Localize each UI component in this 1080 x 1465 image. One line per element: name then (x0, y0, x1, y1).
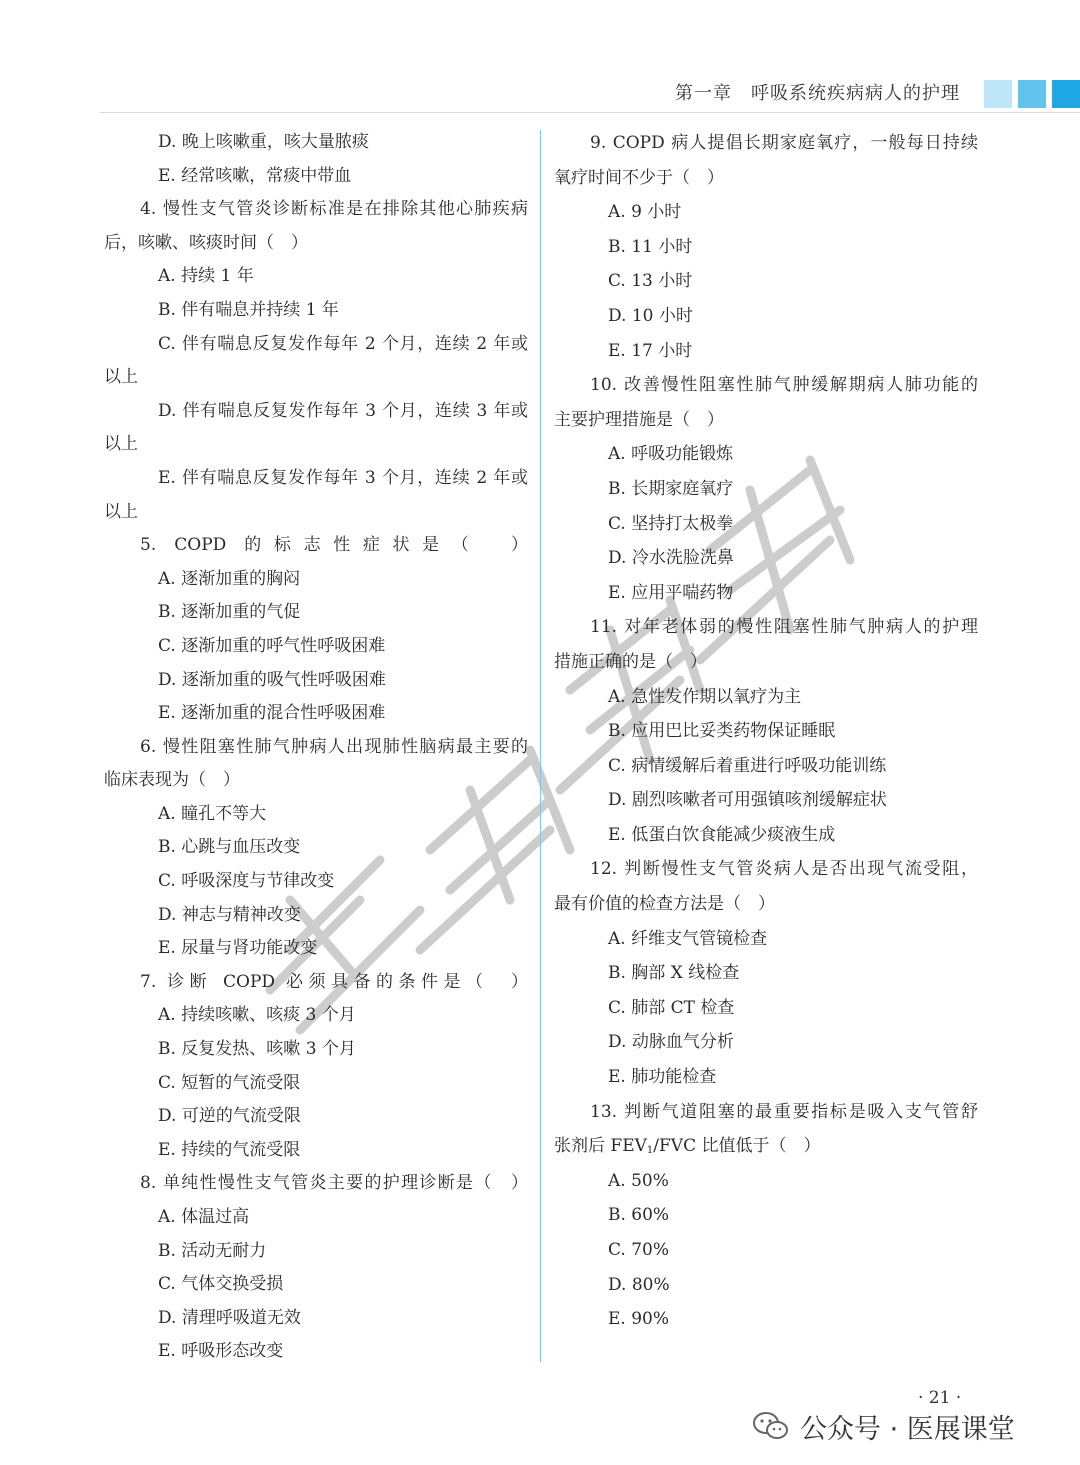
answer-option: E. 呼吸形态改变 (158, 1341, 284, 1362)
answer-option: E. 逐渐加重的混合性呼吸困难 (158, 703, 386, 724)
answer-option: D. 冷水洗脸洗鼻 (608, 548, 734, 569)
question-stem: 5. COPD 的标志性症状是（ ） (140, 535, 528, 556)
answer-option: D. 伴有喘息反复发作每年 3 个月，连续 3 年或 (158, 400, 528, 421)
answer-option: C. 伴有喘息反复发作每年 2 个月，连续 2 年或 (158, 333, 528, 354)
question-continuation: 以上 (104, 367, 138, 388)
answer-option: A. 体温过高 (158, 1207, 250, 1227)
answer-option: A. 50% (608, 1170, 669, 1191)
answer-option: A. 急性发作期以氧疗为主 (608, 686, 802, 707)
answer-option: C. 短暂的气流受限 (158, 1072, 301, 1093)
question-continuation: 以上 (104, 434, 138, 455)
footer-text: 公众号 · 医展课堂 (800, 1413, 1015, 1445)
wechat-icon (752, 1411, 790, 1441)
answer-option: B. 逐渐加重的气促 (158, 602, 301, 623)
question-continuation: 氧疗时间不少于（ ） (554, 167, 724, 188)
question-continuation: 张剂后 $FEV_1$/FVC 比值低于（ ） (554, 1136, 821, 1157)
answer-option: D. 逐渐加重的吸气性呼吸困难 (158, 669, 386, 690)
answer-option: E. 持续的气流受限 (158, 1139, 301, 1160)
answer-option: E. 低蛋白饮食能减少痰液生成 (608, 824, 836, 845)
page-header (0, 80, 1080, 110)
question-stem: 7. 诊断 COPD 必须具备的条件是（ ） (140, 971, 528, 992)
answer-option: B. 心跳与血压改变 (158, 837, 301, 858)
column-divider (540, 130, 541, 1362)
answer-option: E. 90% (608, 1309, 670, 1330)
left-column (104, 126, 528, 1369)
answer-option: D. 剧烈咳嗽者可用强镇咳剂缓解症状 (608, 790, 887, 811)
question-stem: 10. 改善慢性阻塞性肺气肿缓解期病人肺功能的 (590, 375, 978, 396)
answer-option: E. 伴有喘息反复发作每年 3 个月，连续 2 年或 (158, 467, 528, 488)
answer-option: B. 活动无耐力 (158, 1240, 267, 1261)
answer-option: D. 80% (608, 1274, 670, 1295)
question-continuation: 以上 (104, 501, 138, 522)
answer-option: C. 70% (608, 1240, 669, 1260)
answer-option: D. 可逆的气流受限 (158, 1106, 301, 1127)
answer-option: B. 伴有喘息并持续 1 年 (158, 299, 339, 320)
answer-option: A. 呼吸功能锻炼 (608, 444, 734, 465)
answer-option: E. 尿量与肾功能改变 (158, 938, 318, 959)
question-continuation: 临床表现为（ ） (104, 770, 240, 791)
question-stem: 13. 判断气道阻塞的最重要指标是吸入支气管舒 (590, 1101, 978, 1122)
answer-option: D. 神志与精神改变 (158, 904, 301, 925)
answer-option: B. 反复发热、咳嗽 3 个月 (158, 1039, 356, 1060)
chapter-title: 第一章 呼吸系统疾病病人的护理 (675, 83, 960, 104)
right-column (554, 126, 978, 1337)
question-stem: 9. COPD 病人提倡长期家庭氧疗，一般每日持续 (590, 133, 978, 153)
footer-watermark (752, 1406, 1015, 1446)
answer-option: D. 动脉血气分析 (608, 1032, 734, 1053)
question-stem: 4. 慢性支气管炎诊断标准是在排除其他心肺疾病 (140, 199, 528, 220)
question-continuation: 最有价值的检查方法是（ ） (554, 894, 775, 915)
answer-option: E. 应用平喘药物 (608, 582, 734, 603)
answer-option: D. 10 小时 (608, 305, 693, 326)
answer-option: A. 纤维支气管镜检查 (608, 928, 768, 949)
answer-option: A. 持续咳嗽、咳痰 3 个月 (158, 1005, 356, 1026)
answer-option: C. 坚持打太极拳 (608, 513, 734, 534)
answer-option: C. 逐渐加重的呼气性呼吸困难 (158, 635, 386, 656)
answer-option: A. 逐渐加重的胸闷 (158, 568, 301, 589)
answer-option: E. 17 小时 (608, 340, 693, 361)
question-continuation: 措施正确的是（ ） (554, 651, 707, 672)
answer-option: D. 晚上咳嗽重，咳大量脓痰 (158, 132, 369, 152)
answer-option: C. 气体交换受损 (158, 1274, 284, 1295)
header-rule (100, 112, 1080, 113)
answer-option: B. 应用巴比妥类药物保证睡眠 (608, 721, 836, 742)
answer-option: B. 11 小时 (608, 236, 693, 257)
answer-option: D. 清理呼吸道无效 (158, 1307, 301, 1328)
answer-option: A. 9 小时 (608, 202, 682, 223)
question-stem: 6. 慢性阻塞性肺气肿病人出现肺性脑病最主要的 (140, 736, 528, 757)
answer-option: B. 长期家庭氧疗 (608, 478, 734, 499)
answer-option: C. 肺部 CT 检查 (608, 997, 735, 1018)
header-decor-square-dark (1052, 80, 1080, 108)
question-stem: 11. 对年老体弱的慢性阻塞性肺气肿病人的护理 (590, 617, 978, 638)
header-decor-square-mid (1018, 80, 1046, 108)
answer-option: C. 13 小时 (608, 271, 693, 292)
answer-option: B. 胸部 X 线检查 (608, 963, 740, 984)
answer-option: E. 经常咳嗽，常痰中带血 (158, 165, 352, 186)
answer-option: A. 持续 1 年 (158, 266, 254, 287)
answer-option: C. 呼吸深度与节律改变 (158, 871, 335, 892)
header-decor-square-light (984, 80, 1012, 108)
page-number: · 21 · (918, 1388, 962, 1408)
question-continuation: 主要护理措施是（ ） (554, 409, 724, 430)
answer-option: C. 病情缓解后着重进行呼吸功能训练 (608, 755, 887, 776)
answer-option: E. 肺功能检查 (608, 1067, 717, 1088)
question-continuation: 后，咳嗽、咳痰时间（ ） (104, 232, 308, 253)
answer-option: B. 60% (608, 1205, 670, 1226)
answer-option: A. 瞳孔不等大 (158, 803, 267, 824)
question-stem: 12. 判断慢性支气管炎病人是否出现气流受阻， (590, 859, 978, 880)
question-stem: 8. 单纯性慢性支气管炎主要的护理诊断是（ ） (140, 1173, 528, 1194)
